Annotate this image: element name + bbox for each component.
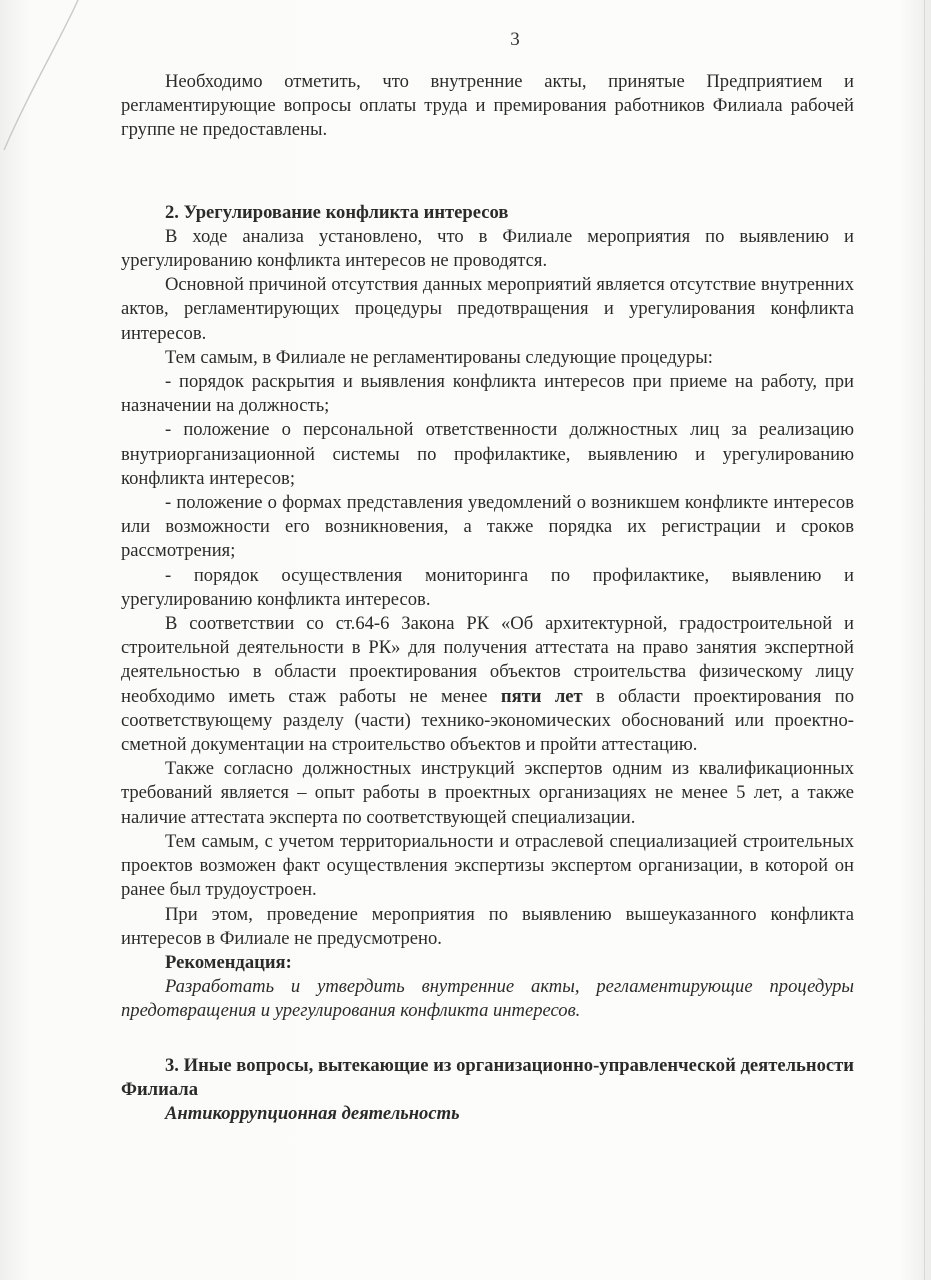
recommendation-text: Разработать и утвердить внутренние акты, регламентирующие процедуры предотвращения и урегулирования конфликта интересов. bbox=[121, 976, 854, 1022]
page-edge bbox=[924, 0, 925, 1280]
section-2-paragraph-1: В ходе анализа установлено, что в Филиале мероприятия по выявлению и урегулированию конфликта интересов не проводятся. bbox=[121, 225, 854, 272]
section-2-paragraph-7: При этом, проведение мероприятия по выявлению вышеуказанного конфликта интересов в Филиале не предусмотрено. bbox=[121, 903, 854, 949]
section-2-paragraph-6: Тем самым, с учетом территориальности и отраслевой специализацией строительных проектов возможен факт осуществления экспертизы экспертом организации, в которой он ранее был трудоустроен. bbox=[121, 830, 854, 901]
emphasis-text: пяти лет bbox=[500, 685, 583, 707]
paragraph-text: В соответствии со ст.64-6 Закона РК «Об архитектурной, градостроительной и строительной деятельности в РК» для получения аттестата на право занятия экспертной деятельностью в области проектирования объектов строительства физическому лицу необходимо иметь стаж работы не менее bbox=[121, 613, 854, 707]
section-2-heading: 2. Урегулирование конфликта интересов bbox=[165, 201, 509, 223]
section-2-paragraph-4 bbox=[121, 612, 854, 757]
paper-crease-mark bbox=[0, 0, 120, 160]
section-2-paragraph-5: Также согласно должностных инструкций экспертов одним из квалификационных требований является – опыт работы в проектных организациях не менее 5 лет, а также наличие аттестата эксперта по соответствующей специализации. bbox=[121, 758, 854, 828]
section-3-subheading: Антикоррупционная деятельность bbox=[165, 1102, 460, 1124]
list-item: - положение о персональной ответственности должностных лиц за реализацию внутриорганизационной системы по профилактике, выявлению и урегулированию конфликта интересов; bbox=[121, 419, 854, 489]
list-item: - порядок раскрытия и выявления конфликта интересов при приеме на работу, при назначении на должность; bbox=[121, 371, 854, 417]
list-item: - положение о формах представления уведомлений о возникшем конфликте интересов или возможности его возникновения, а также порядка их регистрации и сроков рассмотрения; bbox=[121, 492, 854, 562]
recommendation-heading: Рекомендация: bbox=[165, 951, 292, 973]
page-number: 3 bbox=[510, 29, 520, 50]
intro-paragraph: Необходимо отметить, что внутренние акты, принятые Предприятием и регламентирующие вопросы оплаты труда и премирования работников Филиала рабочей группе не предоставлены. bbox=[121, 71, 854, 141]
section-2-paragraph-3: Тем самым, в Филиале не регламентированы следующие процедуры: bbox=[165, 346, 713, 368]
section-3-heading: 3. Иные вопросы, вытекающие из организационно-управленческой деятельности Филиала bbox=[121, 1054, 854, 1100]
document-body bbox=[121, 70, 854, 1126]
list-item: - порядок осуществления мониторинга по профилактике, выявлению и урегулированию конфликта интересов. bbox=[121, 564, 854, 610]
section-2-paragraph-2: Основной причиной отсутствия данных мероприятий является отсутствие внутренних актов, регламентирующих процедуры предотвращения и урегулирования конфликта интересов. bbox=[121, 274, 854, 344]
paragraph-text: в области проектирования по соответствующему разделу (части) технико-экономических обоснований или проектно-сметной документации на строительство объектов и пройти аттестацию. bbox=[121, 685, 854, 756]
